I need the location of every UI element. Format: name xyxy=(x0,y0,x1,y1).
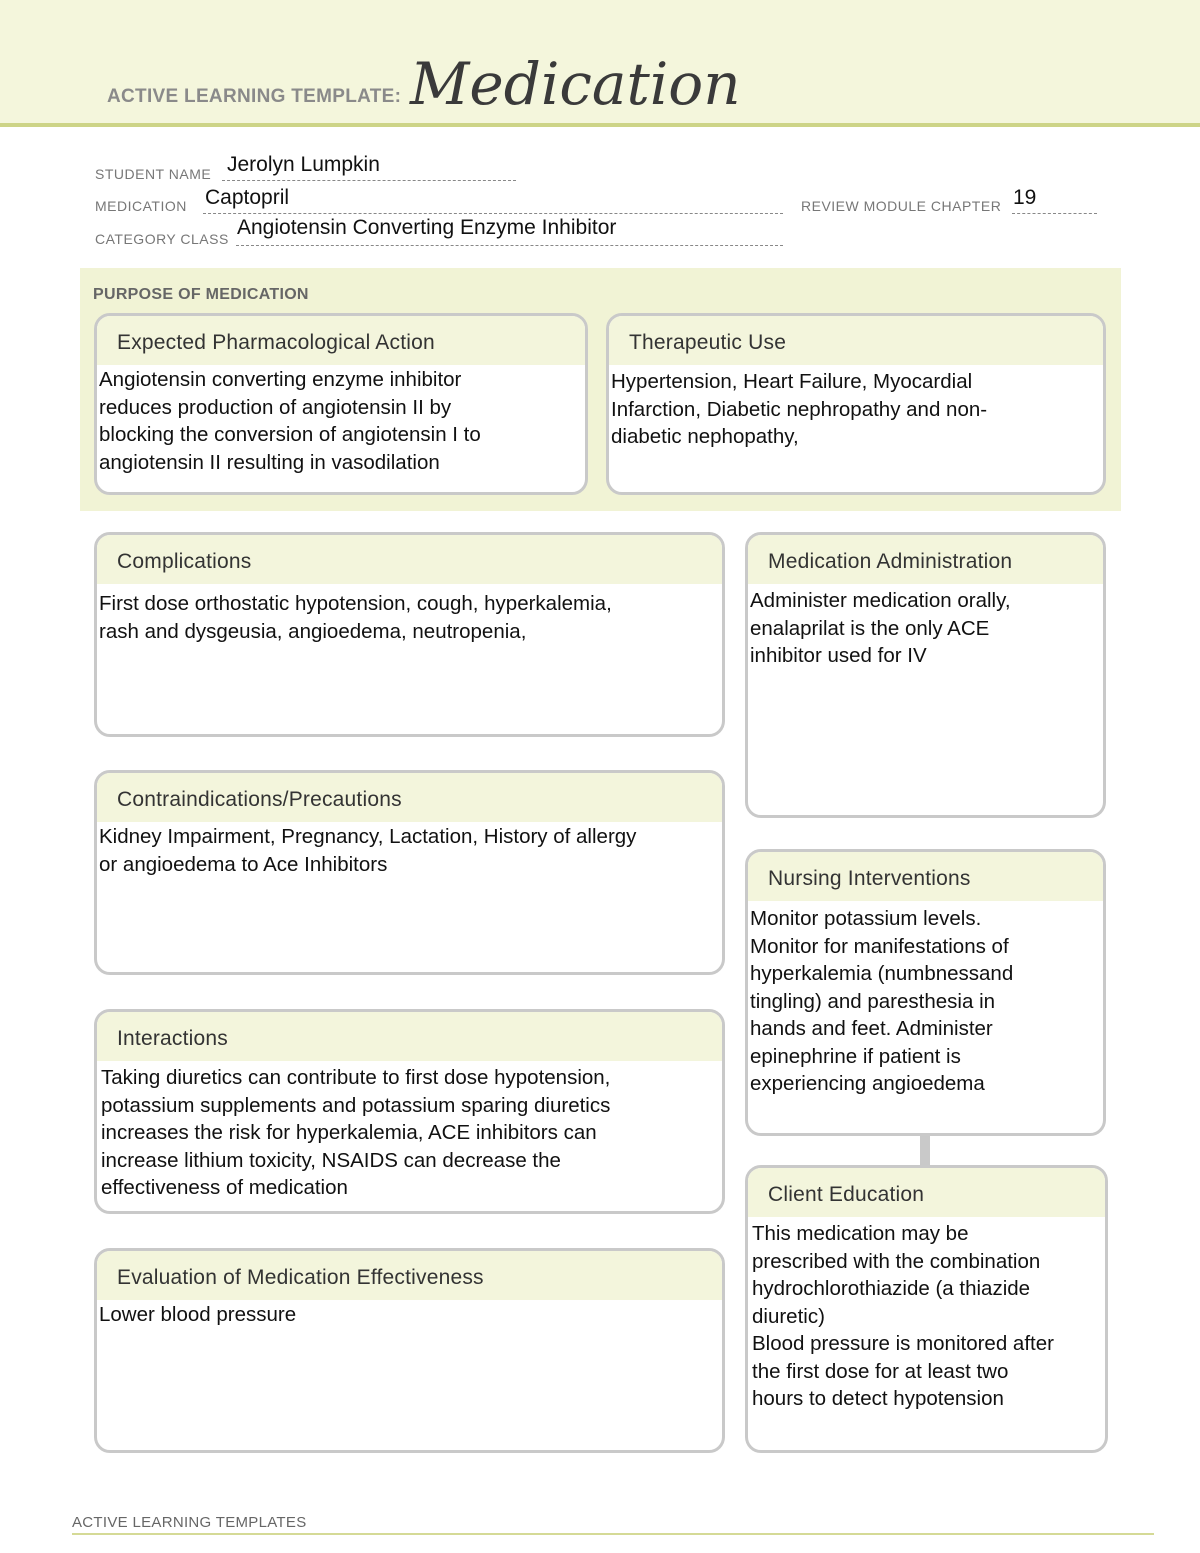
complications-heading: Complications xyxy=(97,535,722,584)
evaluation-card xyxy=(94,1248,725,1453)
complications-text[interactable]: First dose orthostatic hypotension, cough, hyperkalemia, rash and dysgeusia, angioedema, neutropenia, xyxy=(99,592,612,643)
medication-value[interactable]: Captopril xyxy=(205,186,290,209)
card-connector xyxy=(920,1133,930,1167)
contraindications-card xyxy=(94,770,725,975)
category-class-label: CATEGORY CLASS xyxy=(95,231,229,247)
nursing-interventions-heading: Nursing Interventions xyxy=(748,852,1103,901)
review-chapter-label: REVIEW MODULE CHAPTER xyxy=(801,198,1002,214)
expected-action-text[interactable]: Angiotensin converting enzyme inhibitor reduces production of angiotensin II by blocking the conversion of angiotensin I to angiotensin II resulting in vasodilation xyxy=(99,368,481,474)
medication-label: MEDICATION xyxy=(95,198,187,214)
client-education-card xyxy=(745,1165,1108,1453)
review-chapter-value[interactable]: 19 xyxy=(1013,186,1037,209)
nursing-interventions-card xyxy=(745,849,1106,1136)
complications-card xyxy=(94,532,725,737)
review-chapter-line xyxy=(1012,213,1097,214)
category-class-line xyxy=(236,245,783,246)
footer-label: ACTIVE LEARNING TEMPLATES xyxy=(72,1514,307,1531)
therapeutic-use-text[interactable]: Hypertension, Heart Failure, Myocardial Infarction, Diabetic nephropathy and non- diabetic nephopathy, xyxy=(611,370,988,448)
client-education-heading: Client Education xyxy=(748,1168,1105,1217)
contraindications-text[interactable]: Kidney Impairment, Pregnancy, Lactation, History of allergy or angioedema to Ace Inhibitors xyxy=(99,825,637,876)
interactions-heading: Interactions xyxy=(97,1012,722,1061)
administration-heading: Medication Administration xyxy=(748,535,1103,584)
expected-action-card xyxy=(94,313,588,495)
template-label: ACTIVE LEARNING TEMPLATE: xyxy=(107,86,402,107)
contraindications-heading: Contraindications/Precautions xyxy=(97,773,722,822)
therapeutic-use-card xyxy=(606,313,1106,495)
page-title: Medication xyxy=(410,50,741,118)
purpose-title: PURPOSE OF MEDICATION xyxy=(93,286,309,303)
footer-divider xyxy=(72,1533,1154,1535)
evaluation-heading: Evaluation of Medication Effectiveness xyxy=(97,1251,722,1300)
evaluation-text[interactable]: Lower blood pressure xyxy=(99,1303,297,1326)
expected-action-heading: Expected Pharmacological Action xyxy=(97,316,585,365)
client-education-text[interactable]: This medication may be prescribed with the combination hydrochlorothiazide (a thiazide diuretic) Blood pressure is monitored after the first dose for at least two hours to detect hypotension xyxy=(752,1222,1054,1410)
student-name-label: STUDENT NAME xyxy=(95,166,212,182)
medication-line xyxy=(203,213,783,214)
category-class-value[interactable]: Angiotensin Converting Enzyme Inhibitor xyxy=(237,216,617,239)
nursing-interventions-text[interactable]: Monitor potassium levels. Monitor for manifestations of hyperkalemia (numbnessand tingling) and paresthesia in hands and feet. Administer epinephrine if patient is experiencing angioedema xyxy=(750,907,1014,1095)
student-name-line xyxy=(222,180,516,181)
student-name-value[interactable]: Jerolyn Lumpkin xyxy=(227,153,380,176)
therapeutic-use-heading: Therapeutic Use xyxy=(609,316,1103,365)
interactions-text[interactable]: Taking diuretics can contribute to first dose hypotension, potassium supplements and potassium sparing diuretics increases the risk for hyperkalemia, ACE inhibitors can increase lithium toxicity, NSAIDS can decrease the effectiveness of medication xyxy=(101,1066,611,1199)
administration-card xyxy=(745,532,1106,818)
administration-text[interactable]: Administer medication orally, enalaprilat is the only ACE inhibitor used for IV xyxy=(750,589,1011,667)
interactions-card xyxy=(94,1009,725,1214)
